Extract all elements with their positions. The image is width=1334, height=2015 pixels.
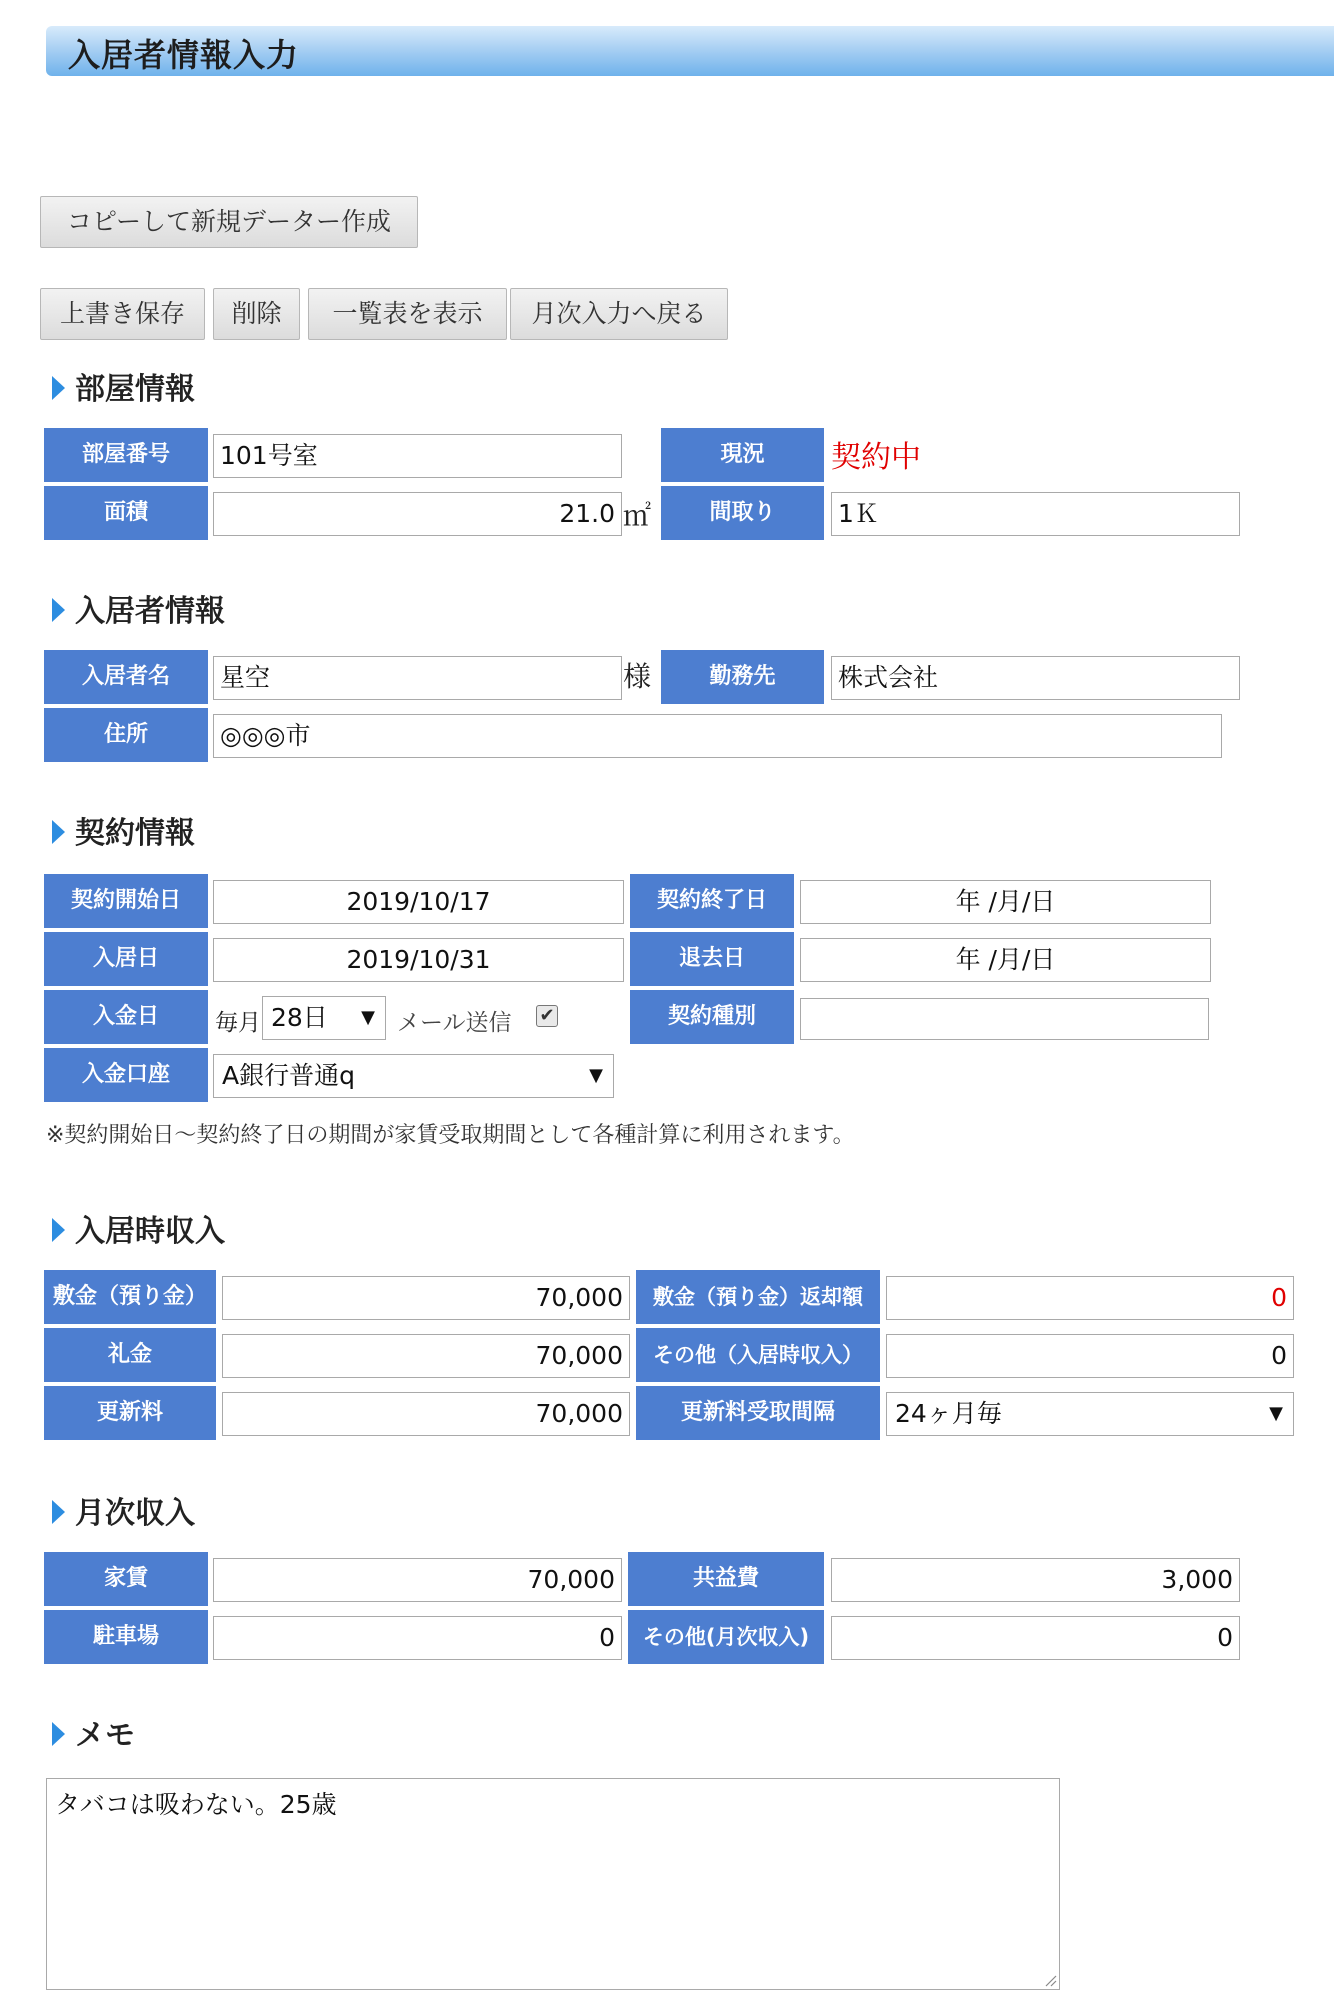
section-arrow-icon xyxy=(52,598,65,622)
layout-input[interactable]: 1Ｋ xyxy=(831,492,1240,536)
dropdown-caret-icon: ▼ xyxy=(589,1065,603,1086)
deposit-refund-label: 敷金（預り金）返却額 xyxy=(636,1270,880,1324)
parking-label: 駐車場 xyxy=(44,1610,208,1664)
memo-textarea[interactable] xyxy=(46,1778,1060,1990)
area-input[interactable]: 21.0 xyxy=(213,492,622,536)
contract-type-label: 契約種別 xyxy=(630,990,794,1044)
section-room xyxy=(52,370,195,410)
payday-prefix: 毎月 xyxy=(215,1010,261,1036)
address-input[interactable]: ◎◎◎市 xyxy=(213,714,1222,758)
renewal-interval-label: 更新料受取間隔 xyxy=(636,1386,880,1440)
title-bar xyxy=(46,26,1334,76)
payday-label: 入金日 xyxy=(44,990,208,1044)
room-number-input[interactable]: 101号室 xyxy=(213,434,622,478)
back-monthly-button[interactable]: 月次入力へ戻る xyxy=(510,288,728,340)
monthly-other-input[interactable]: 0 xyxy=(831,1616,1240,1660)
status-value: 契約中 xyxy=(831,440,921,475)
overwrite-save-button[interactable]: 上書き保存 xyxy=(40,288,205,340)
key-money-label: 礼金 xyxy=(44,1328,216,1382)
rent-label: 家賃 xyxy=(44,1552,208,1606)
mail-send-label: メール送信 xyxy=(397,1010,512,1036)
key-money-input[interactable]: 70,000 xyxy=(222,1334,630,1378)
deposit-refund-input[interactable]: 0 xyxy=(886,1276,1294,1320)
contract-note: ※契約開始日～契約終了日の期間が家賃受取期間として各種計算に利用されます。 xyxy=(46,1123,855,1148)
common-fee-label: 共益費 xyxy=(628,1552,824,1606)
contract-type-input[interactable] xyxy=(800,998,1209,1040)
contract-end-label: 契約終了日 xyxy=(630,874,794,928)
moveout-date-input[interactable]: 年 /月/日 xyxy=(800,938,1211,982)
area-unit: ㎡ xyxy=(623,499,652,532)
area-label: 面積 xyxy=(44,486,208,540)
contract-start-input[interactable]: 2019/10/17 xyxy=(213,880,624,924)
section-arrow-icon xyxy=(52,1722,65,1746)
parking-input[interactable]: 0 xyxy=(213,1616,622,1660)
movein-date-label: 入居日 xyxy=(44,932,208,986)
deposit-input[interactable]: 70,000 xyxy=(222,1276,630,1320)
common-fee-input[interactable]: 3,000 xyxy=(831,1558,1240,1602)
contract-start-label: 契約開始日 xyxy=(44,874,208,928)
movein-other-input[interactable]: 0 xyxy=(886,1334,1294,1378)
payday-select[interactable] xyxy=(262,996,386,1040)
tenant-name-suffix: 様 xyxy=(623,660,652,693)
payday-select-value: 28日 xyxy=(271,1003,328,1032)
renewal-fee-label: 更新料 xyxy=(44,1386,216,1440)
renewal-interval-value: 24ヶ月毎 xyxy=(895,1399,1002,1428)
deposit-label: 敷金（預り金） xyxy=(44,1270,216,1324)
section-arrow-icon xyxy=(52,376,65,400)
section-arrow-icon xyxy=(52,820,65,844)
dropdown-caret-icon: ▼ xyxy=(1269,1403,1283,1424)
section-movein-income-title: 入居時収入 xyxy=(75,1214,225,1249)
monthly-other-label: その他(月次収入) xyxy=(628,1610,824,1664)
layout-label: 間取り xyxy=(661,486,824,540)
section-tenant-title: 入居者情報 xyxy=(75,594,225,629)
renewal-interval-select[interactable] xyxy=(886,1392,1294,1436)
section-monthly-income-title: 月次収入 xyxy=(75,1496,195,1531)
account-select[interactable] xyxy=(213,1054,614,1098)
moveout-date-label: 退去日 xyxy=(630,932,794,986)
room-number-label: 部屋番号 xyxy=(44,428,208,482)
mail-send-checkbox[interactable]: ✔ xyxy=(536,1005,558,1027)
page-title: 入居者情報入力 xyxy=(68,36,300,74)
section-contract xyxy=(52,814,195,854)
section-arrow-icon xyxy=(52,1500,65,1524)
copy-new-button[interactable]: コピーして新規データー作成 xyxy=(40,196,418,248)
section-room-title: 部屋情報 xyxy=(75,372,195,407)
employer-label: 勤務先 xyxy=(661,650,824,704)
resize-grip-icon[interactable] xyxy=(1043,1973,1057,1987)
renewal-fee-input[interactable]: 70,000 xyxy=(222,1392,630,1436)
show-list-button[interactable]: 一覧表を表示 xyxy=(308,288,507,340)
account-select-value: A銀行普通q xyxy=(222,1061,355,1090)
address-label: 住所 xyxy=(44,708,208,762)
section-tenant xyxy=(52,592,225,632)
account-label: 入金口座 xyxy=(44,1048,208,1102)
section-memo xyxy=(52,1716,135,1756)
delete-button[interactable]: 削除 xyxy=(213,288,300,340)
memo-text: タバコは吸わない。25歳 xyxy=(55,1790,337,1819)
status-label: 現況 xyxy=(661,428,824,482)
tenant-name-input[interactable]: 星空 xyxy=(213,656,622,700)
movein-date-input[interactable]: 2019/10/31 xyxy=(213,938,624,982)
tenant-name-label: 入居者名 xyxy=(44,650,208,704)
section-arrow-icon xyxy=(52,1218,65,1242)
movein-other-label: その他（入居時収入） xyxy=(636,1328,880,1382)
section-monthly-income xyxy=(52,1494,195,1534)
contract-end-input[interactable]: 年 /月/日 xyxy=(800,880,1211,924)
rent-input[interactable]: 70,000 xyxy=(213,1558,622,1602)
section-memo-title: メモ xyxy=(75,1718,135,1753)
section-contract-title: 契約情報 xyxy=(75,816,195,851)
section-movein-income xyxy=(52,1212,225,1252)
dropdown-caret-icon: ▼ xyxy=(361,1007,375,1028)
employer-input[interactable]: 株式会社 xyxy=(831,656,1240,700)
